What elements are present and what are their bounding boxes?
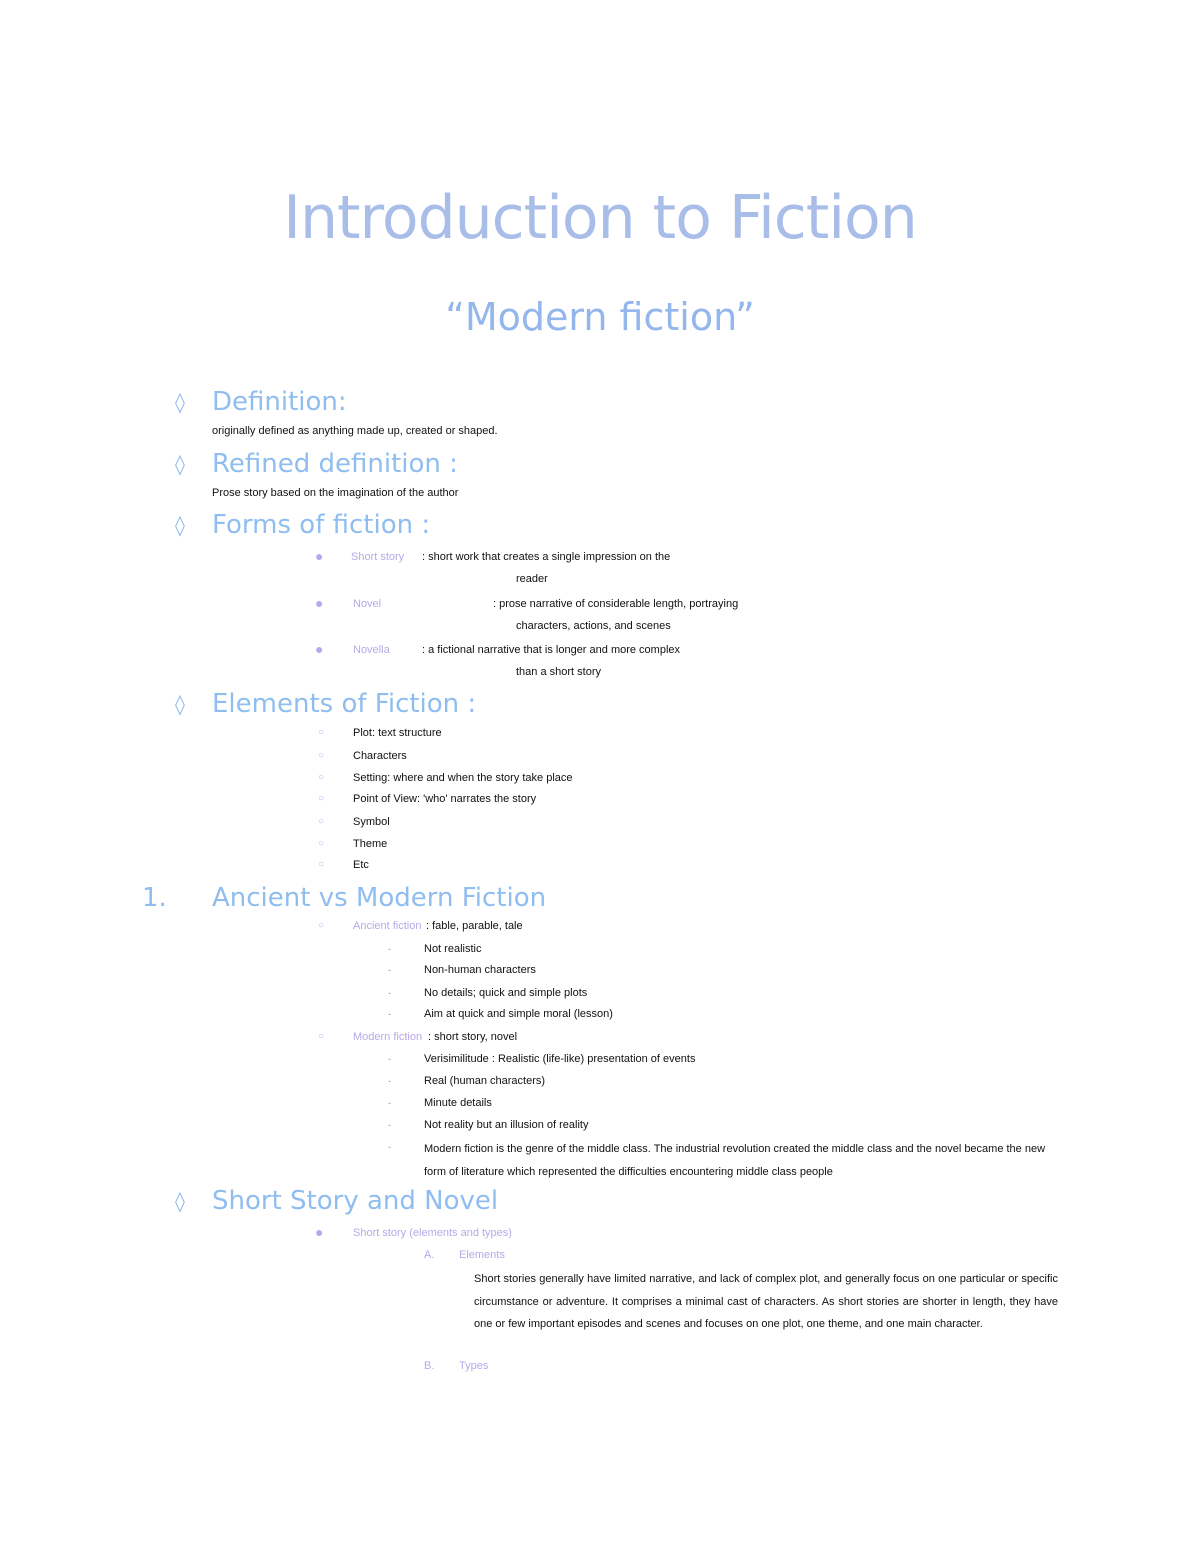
dash-bullet-icon: - [388,988,391,998]
list-label-a: A. [424,1249,435,1261]
circle-bullet-icon: ○ [318,920,325,931]
modern-item: Minute details [424,1097,492,1109]
modern-item: Verisimilitude : Realistic (life-like) presentation of events [424,1053,696,1065]
dash-bullet-icon: - [388,965,391,975]
section-number: 1. [142,883,167,913]
diamond-bullet-icon: ◊ [175,390,185,414]
modern-fiction-desc: : short story, novel [428,1031,518,1043]
form-desc-short-story-cont: reader [516,573,548,585]
circle-bullet-icon: ○ [318,838,325,849]
circle-bullet-icon: ○ [318,816,325,827]
element-item: Symbol [353,816,390,828]
heading-forms-of-fiction: Forms of fiction : [212,510,431,540]
ancient-item: Aim at quick and simple moral (lesson) [424,1008,613,1020]
document-subtitle: “Modern fiction” [445,295,755,339]
form-desc-novella-cont: than a short story [516,666,601,678]
heading-elements-of-fiction: Elements of Fiction : [212,689,477,719]
heading-definition: Definition: [212,387,347,417]
ancient-item: Non-human characters [424,964,536,976]
circle-bullet-icon: ○ [318,727,325,738]
diamond-bullet-icon: ◊ [175,452,185,476]
disc-bullet-icon: ● [315,548,324,564]
circle-bullet-icon: ○ [318,750,325,761]
modern-item: Not reality but an illusion of reality [424,1119,589,1131]
ancient-fiction-term: Ancient fiction [353,920,422,932]
element-item: Setting: where and when the story take place [353,772,573,784]
element-item: Plot: text structure [353,727,442,739]
disc-bullet-icon: ● [315,641,324,657]
ancient-item: Not realistic [424,943,482,955]
short-story-subheading: Short story (elements and types) [353,1227,512,1239]
circle-bullet-icon: ○ [318,1031,325,1042]
list-label-b: B. [424,1360,435,1372]
diamond-bullet-icon: ◊ [175,1189,185,1213]
dash-bullet-icon: - [388,944,391,954]
dash-bullet-icon: - [388,1054,391,1064]
element-item: Point of View: 'who' narrates the story [353,793,537,805]
ancient-item: No details; quick and simple plots [424,987,588,999]
form-desc-short-story: : short work that creates a single impression on the [422,551,671,563]
dash-bullet-icon: - [388,1076,391,1086]
modern-fiction-term: Modern fiction [353,1031,423,1043]
element-item: Theme [353,838,388,850]
dash-bullet-icon: - [388,1098,391,1108]
dash-bullet-icon: - [388,1120,391,1130]
circle-bullet-icon: ○ [318,793,325,804]
ancient-fiction-desc: : fable, parable, tale [426,920,523,932]
document-title: Introduction to Fiction [283,183,917,253]
diamond-bullet-icon: ◊ [175,692,185,716]
form-desc-novel-cont: characters, actions, and scenes [516,620,671,632]
form-desc-novella: : a fictional narrative that is longer and more complex [422,644,681,656]
definition-text: originally defined as anything made up, created or shaped. [212,425,498,437]
disc-bullet-icon: ● [315,595,324,611]
disc-bullet-icon: ● [315,1224,324,1240]
form-term-novel: Novel [353,598,382,610]
elements-paragraph: Short stories generally have limited narrative, and lack of complex plot, and generally focus on one particular or specific circumstance or adventure. It comprises a minimal cast of characters. As short stories are shorter in length, they have one or few important episodes and scenes and focuses on one plot, one theme, and one main character. [474,1273,1058,1330]
modern-item-middle-class: Modern fiction is the genre of the middle class. The industrial revolution created the middle class and the novel became the new form of literature which represented the difficulties encountering middle class people [424,1143,1046,1178]
dash-bullet-icon: - [388,1009,391,1019]
refined-definition-text: Prose story based on the imagination of the author [212,487,459,499]
form-desc-novel: : prose narrative of considerable length, portraying [493,598,739,610]
diamond-bullet-icon: ◊ [175,513,185,537]
form-term-short-story: Short story [351,551,405,563]
modern-item: Real (human characters) [424,1075,546,1087]
element-item: Etc [353,859,369,871]
heading-ancient-vs-modern: Ancient vs Modern Fiction [212,883,547,913]
heading-short-story-and-novel: Short Story and Novel [212,1186,499,1216]
circle-bullet-icon: ○ [318,772,325,783]
form-term-novella: Novella [353,644,390,656]
types-subheading: Types [459,1360,489,1372]
elements-subheading: Elements [459,1249,505,1261]
circle-bullet-icon: ○ [318,859,325,870]
element-item: Characters [353,750,407,762]
dash-bullet-icon: - [388,1142,391,1152]
heading-refined-definition: Refined definition : [212,449,458,479]
